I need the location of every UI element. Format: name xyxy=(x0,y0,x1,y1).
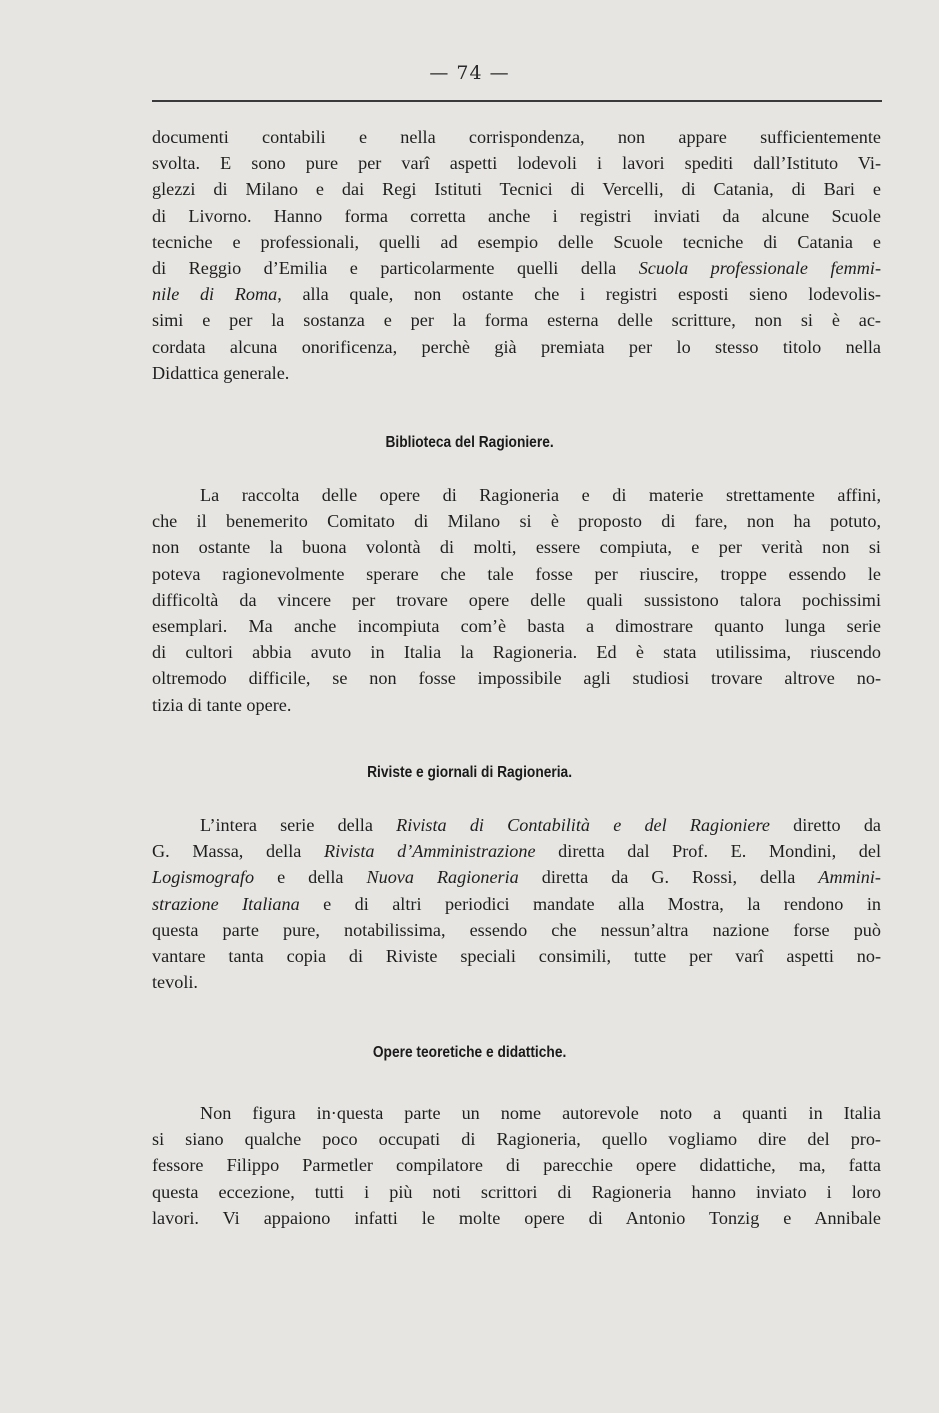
text-line: si siano qualche poco occupati di Ragioneria, quello vogliamo dire del pro- xyxy=(152,1129,881,1150)
text-line: tevoli. xyxy=(152,972,198,993)
text-line: di cultori abbia avuto in Italia la Ragioneria. Ed è stata utilissima, riuscendo xyxy=(152,642,881,663)
italic-title: Scuola professionale femmi- xyxy=(638,258,881,279)
text-line: glezzi di Milano e dai Regi Istituti Tecnici di Vercelli, di Catania, di Bari e xyxy=(152,179,881,200)
paragraph-continuation xyxy=(152,124,881,386)
text-line: vantare tanta copia di Riviste speciali consimili, tutte per varî aspetti no- xyxy=(152,946,881,967)
italic-title: Rivista d’Amministrazione xyxy=(323,841,536,862)
section-heading-opere: Opere teoretiche e didattiche. xyxy=(372,1044,567,1061)
text-line: Didattica generale. xyxy=(152,362,290,383)
italic-title: Ammini- xyxy=(818,867,881,888)
text-line: non ostante la buona volontà di molti, essere compiuta, e per verità non si xyxy=(152,537,881,558)
section-heading-riviste: Riviste e giornali di Ragioneria. xyxy=(367,764,573,781)
text-line xyxy=(152,864,881,890)
text-line xyxy=(152,281,881,307)
text-line: questa eccezione, tutti i più noti scrittori di Ragioneria hanno inviato i loro xyxy=(152,1181,881,1202)
text-line xyxy=(152,255,881,281)
text-run: diretto da xyxy=(769,815,881,835)
text-run: e di altri periodici mandate alla Mostra, la rendono in xyxy=(299,893,881,914)
section-heading-biblioteca: Biblioteca del Ragioniere. xyxy=(385,434,554,451)
text-run: L’intera serie della xyxy=(200,815,397,835)
text-line xyxy=(152,838,881,864)
text-line: Non figura in·questa parte un nome autorevole noto a quanti in Italia xyxy=(200,1103,881,1123)
text-line: esemplari. Ma anche incompiuta com’è basta a dimostrare quanto lunga serie xyxy=(152,616,881,637)
text-line: documenti contabili e nella corrispondenza, non appare sufficientemente xyxy=(152,127,881,147)
text-line: oltremodo difficile, se non fosse impossibile agli studiosi trovare altrove no- xyxy=(152,668,881,689)
header-rule xyxy=(152,100,882,102)
section-body-opere xyxy=(152,1100,881,1231)
italic-title: nile di Roma xyxy=(152,284,278,305)
text-line: questa parte pure, notabilissima, essendo che nessun’altra nazione forse può xyxy=(152,919,881,940)
text-run: di Reggio d’Emilia e particolarmente quelli della xyxy=(152,258,639,279)
text-line: svolta. E sono pure per varî aspetti lodevoli i lavori spediti dall’Istituto Vi- xyxy=(152,153,881,174)
text-line: simi e per la sostanza e per la forma esterna delle scritture, non si è ac- xyxy=(152,310,881,331)
page-number: — 74 — xyxy=(429,62,510,84)
text-line: che il benemerito Comitato di Milano si è proposto di fare, non ha potuto, xyxy=(152,511,881,532)
italic-title: Rivista di Contabilità e del Ragioniere xyxy=(396,815,770,835)
text-line: poteva ragionevolmente sperare che tale fosse per riuscire, troppe essendo le xyxy=(152,563,881,584)
text-line xyxy=(152,891,881,917)
text-line: lavori. Vi appaiono infatti le molte opere di Antonio Tonzig e Annibale xyxy=(152,1207,881,1228)
text-line xyxy=(152,812,881,838)
section-body-biblioteca xyxy=(152,482,881,718)
text-run: e della xyxy=(254,867,367,888)
text-line: fessore Filippo Parmetler compilatore di parecchie opere didattiche, ma, fatta xyxy=(152,1155,881,1176)
text-run: , alla quale, non ostante che i registri esposti sieno lodevolis- xyxy=(277,284,881,305)
text-line: di Livorno. Hanno forma corretta anche i registri inviati da alcune Scuole xyxy=(152,205,881,226)
section-body-riviste xyxy=(152,812,881,995)
text-line: difficoltà da vincere per trovare opere delle quali sussistono talora pochissimi xyxy=(152,589,881,610)
text-line: tizia di tante opere. xyxy=(152,694,292,715)
text-line: cordata alcuna onorificenza, perchè già premiata per lo stesso titolo nella xyxy=(152,336,881,357)
text-line: tecniche e professionali, quelli ad esempio delle Scuole tecniche di Catania e xyxy=(152,231,881,252)
text-line: La raccolta delle opere di Ragioneria e di materie strettamente affini, xyxy=(200,485,881,505)
italic-title: Nuova Ragioneria xyxy=(366,867,519,888)
text-run: G. Massa, della xyxy=(152,841,324,862)
text-run: diretta dal Prof. E. Mondini, del xyxy=(535,841,881,862)
italic-title: Logismografo xyxy=(152,867,255,888)
italic-title: strazione Italiana xyxy=(152,893,300,914)
text-run: diretta da G. Rossi, della xyxy=(518,867,819,888)
